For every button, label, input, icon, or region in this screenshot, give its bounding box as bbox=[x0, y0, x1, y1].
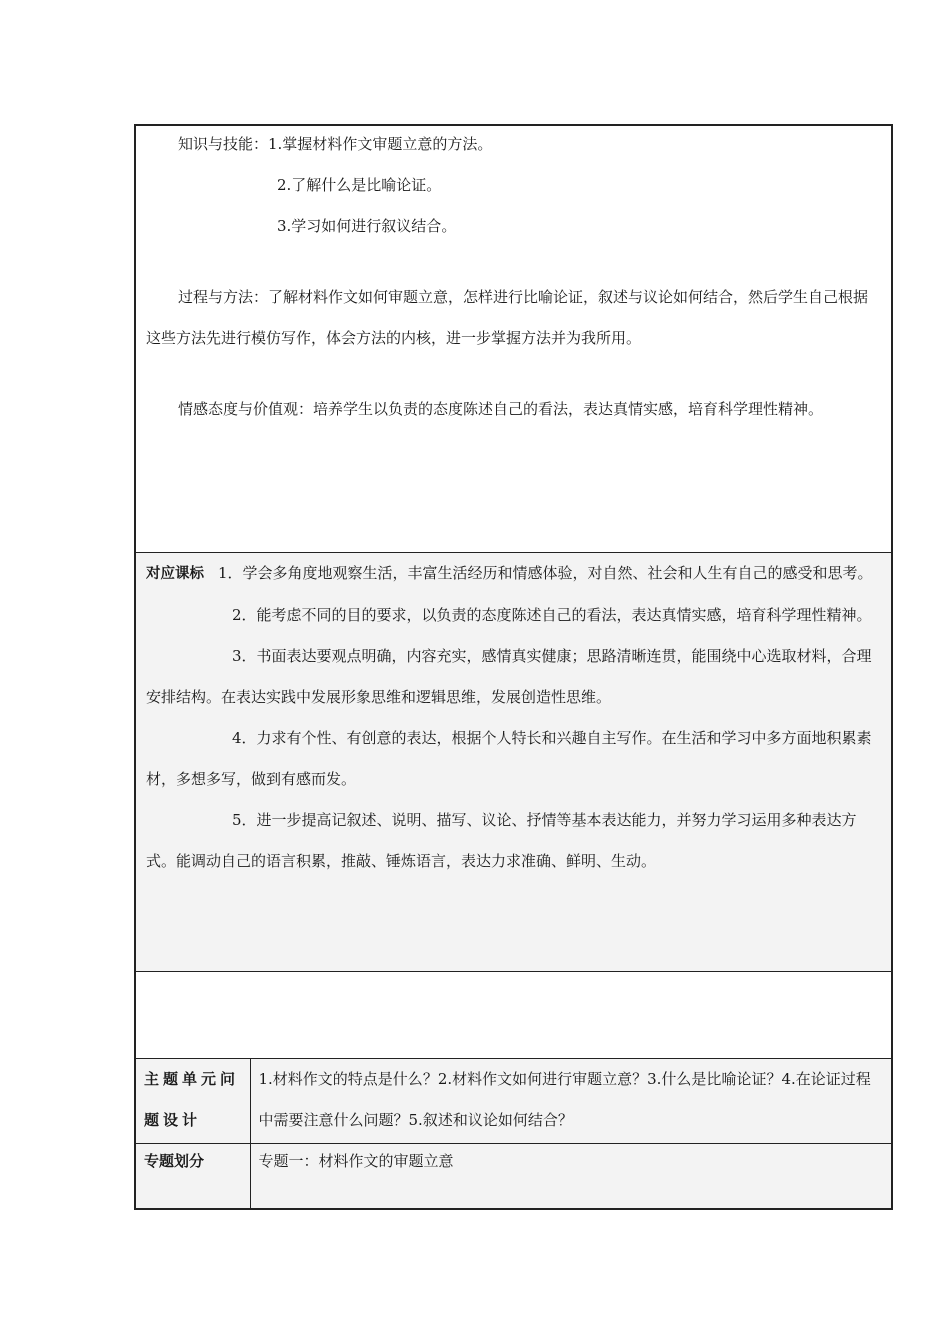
objectives-row bbox=[135, 125, 892, 553]
standards-label: 对应课标 bbox=[146, 566, 204, 582]
standards-row bbox=[135, 553, 892, 972]
lesson-plan-table bbox=[134, 124, 893, 1210]
topic-division-content: 专题一：材料作文的审题立意 bbox=[250, 1144, 892, 1210]
unit-question-row bbox=[135, 1059, 892, 1144]
knowledge-skill-line-1: 知识与技能：1.掌握材料作文审题立意的方法。 bbox=[178, 135, 493, 153]
knowledge-skill-line-3: 3.学习如何进行叙议结合。 bbox=[277, 217, 457, 235]
standards-item-2: 2．能考虑不同的目的要求，以负责的态度陈述自己的看法，表达真情实感，培育科学理性精神。 bbox=[232, 606, 872, 624]
topic-division-row bbox=[135, 1144, 892, 1210]
topic-division-label: 专题划分 bbox=[135, 1144, 250, 1210]
process-method-text: 过程与方法：了解材料作文如何审题立意，怎样进行比喻论证，叙述与议论如何结合，然后学生自己根据这些方法先进行模仿写作，体会方法的内核，进一步掌握方法并为我所用。 bbox=[146, 288, 869, 347]
objectives-cell bbox=[135, 125, 892, 553]
empty-cell bbox=[135, 972, 892, 1059]
emotion-value-text: 情感态度与价值观：培养学生以负责的态度陈述自己的看法，表达真情实感，培育科学理性精神。 bbox=[178, 400, 824, 418]
standards-cell bbox=[135, 553, 892, 972]
empty-row bbox=[135, 972, 892, 1059]
standards-item-3: 3．书面表达要观点明确，内容充实，感情真实健康；思路清晰连贯，能围绕中心选取材料，合理安排结构。在表达实践中发展形象思维和逻辑思维，发展创造性思维。 bbox=[146, 647, 872, 706]
standards-item-1 bbox=[146, 553, 881, 595]
standards-item-5: 5．进一步提高记叙述、说明、描写、议论、抒情等基本表达能力，并努力学习运用多种表达方式。能调动自己的语言积累，推敲、锤炼语言，表达力求准确、鲜明、生动。 bbox=[146, 811, 857, 870]
unit-question-content: 1.材料作文的特点是什么？2.材料作文如何进行审题立意？3.什么是比喻论证？4.在论证过程中需要注意什么问题？5.叙述和议论如何结合？ bbox=[250, 1059, 892, 1144]
unit-question-label: 主题单元问题设计 bbox=[135, 1059, 250, 1144]
standards-item-4: 4．力求有个性、有创意的表达，根据个人特长和兴趣自主写作。在生活和学习中多方面地积累素材，多想多写，做到有感而发。 bbox=[146, 729, 872, 788]
standards-item-1-text: 1．学会多角度地观察生活，丰富生活经历和情感体验，对自然、社会和人生有自己的感受和思考。 bbox=[218, 564, 873, 582]
knowledge-skill-line-2: 2.了解什么是比喻论证。 bbox=[277, 176, 442, 194]
